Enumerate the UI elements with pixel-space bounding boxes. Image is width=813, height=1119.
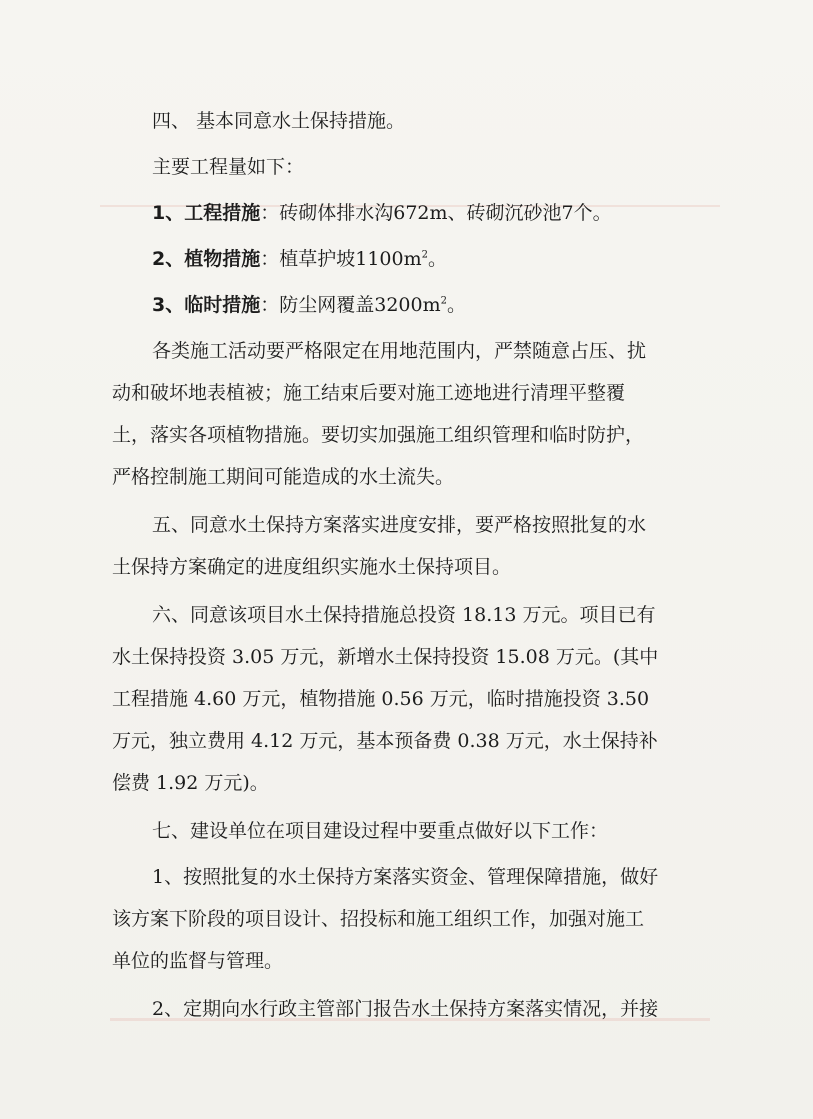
section-6-line-1: 六、同意该项目水土保持措施总投资 18.13 万元。项目已有 — [152, 604, 656, 626]
section-6-line-2: 水土保持投资 3.05 万元，新增水土保持投资 15.08 万元。(其中 — [112, 646, 659, 668]
measure-temporary-unit-sup: 2 — [440, 295, 447, 307]
measure-plant — [112, 246, 447, 272]
section-6-line-5: 偿费 1.92 万元)。 — [112, 772, 269, 794]
section-5-line-2: 土保持方案确定的进度组织实施水土保持项目。 — [112, 556, 512, 578]
measure-plant-text: ：植草护坡1100m — [260, 248, 422, 270]
measure-engineering-text: ：砖砌体排水沟672m、砖砌沉砂池7个。 — [260, 202, 612, 224]
section-6-line-4: 万元，独立费用 4.12 万元，基本预备费 0.38 万元，水土保持补 — [112, 730, 658, 752]
measure-engineering — [112, 200, 612, 226]
section-6-line-3: 工程措施 4.60 万元，植物措施 0.56 万元，临时措施投资 3.50 — [112, 688, 650, 710]
measure-plant-label: 2、植物措施 — [152, 248, 261, 270]
section-5-line-1: 五、同意水土保持方案落实进度安排，要严格按照批复的水 — [152, 514, 647, 536]
section-4-title: 四、 基本同意水土保持措施。 — [152, 110, 406, 132]
measure-temporary — [112, 292, 466, 318]
section-7-item-1-line-3: 单位的监督与管理。 — [112, 950, 284, 972]
measure-temporary-text: ：防尘网覆盖3200m — [260, 294, 441, 316]
measure-temporary-label: 3、临时措施 — [152, 294, 261, 316]
measure-engineering-label: 1、工程措施 — [152, 202, 261, 224]
measure-temporary-end: 。 — [446, 294, 466, 316]
section-7-title: 七、建设单位在项目建设过程中要重点做好以下工作： — [152, 820, 609, 842]
paragraph-construction-line-3: 土，落实各项植物措施。要切实加强施工组织管理和临时防护， — [112, 424, 645, 446]
paragraph-construction-line-4: 严格控制施工期间可能造成的水土流失。 — [112, 466, 455, 488]
section-7-item-1-line-1: 1、按照批复的水土保持方案落实资金、管理保障措施，做好 — [152, 866, 659, 888]
section-7-item-1-line-2: 该方案下阶段的项目设计、招投标和施工组织工作，加强对施工 — [112, 908, 645, 930]
paragraph-construction-line-1: 各类施工活动要严格限定在用地范围内，严禁随意占压、扰 — [152, 340, 647, 362]
measure-plant-unit-sup: 2 — [421, 249, 428, 261]
paragraph-construction-line-2: 动和破坏地表植被；施工结束后要对施工迹地进行清理平整覆 — [112, 382, 626, 404]
section-7-item-2-line-1: 2、定期向水行政主管部门报告水土保持方案落实情况，并接 — [152, 998, 659, 1020]
section-4-intro: 主要工程量如下： — [152, 156, 305, 178]
measure-plant-end: 。 — [427, 248, 447, 270]
